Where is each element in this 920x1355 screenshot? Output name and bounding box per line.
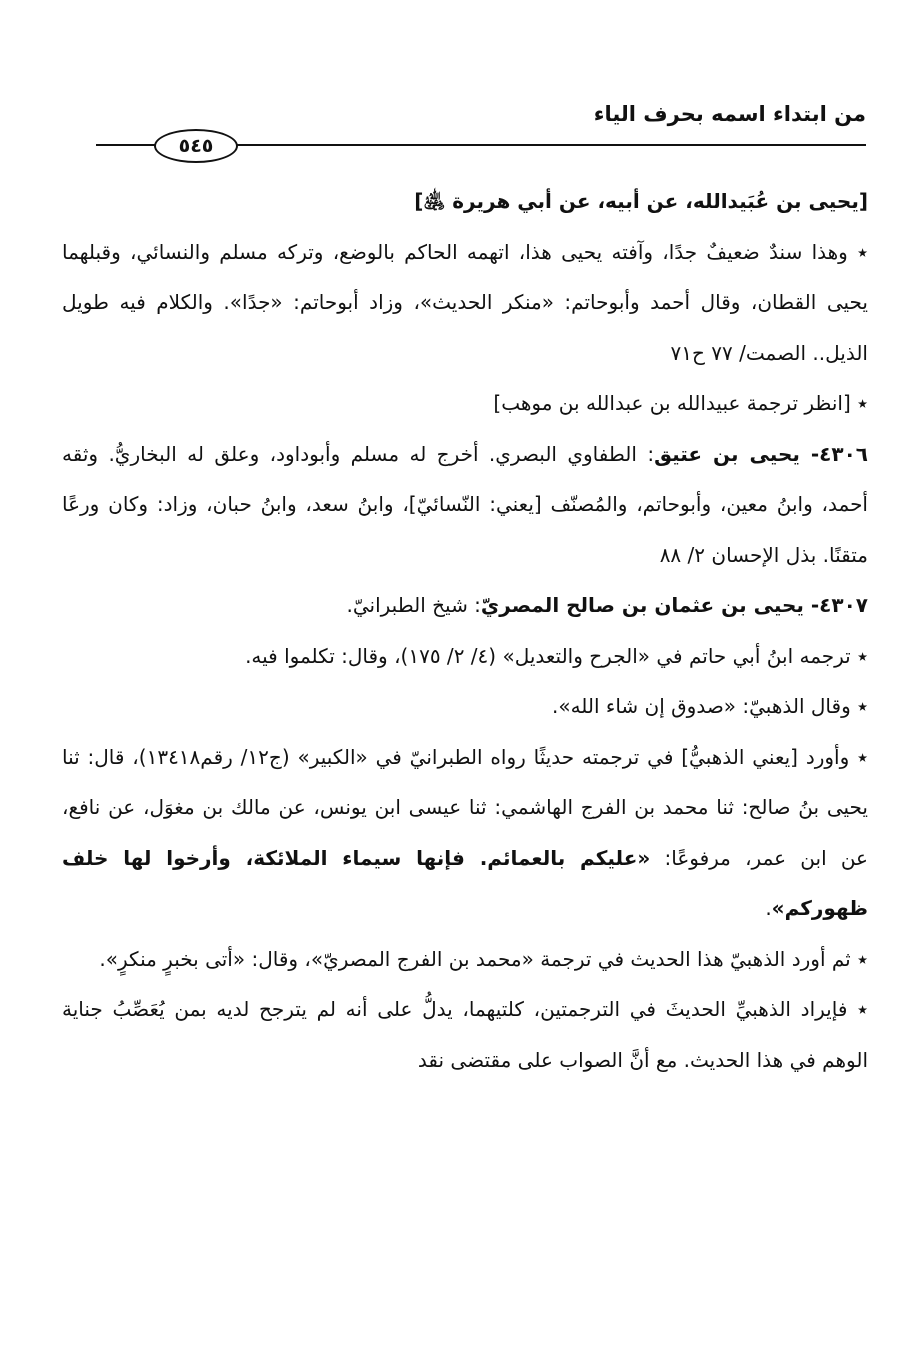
page-header [96, 102, 866, 157]
entry-number: ٤٣٠٧- [803, 593, 868, 617]
narrator-name: يحيى بن عثمان بن صالح المصريّ [480, 593, 804, 617]
running-title: من ابتداء اسمه بحرف الياء [593, 102, 866, 126]
entry-number: ٤٣٠٦- [799, 441, 868, 466]
paragraph-commentary: ٭ فإيراد الذهبيِّ الحديثَ في الترجمتين، كلتيهما، يدلُّ على أنه لم يترجح لديه بمن يُعَصِّبُ جناية الوهم في هذا الحديث. مع أنَّ الصواب على مقتضى نقد [62, 997, 868, 1072]
hadith-quote: «عليكم بالعمائم. فإنها سيماء الملائكة، وأرخوا لها خلف ظهوركم» [62, 845, 868, 920]
paragraph-text: ٭ وأورد [يعني الذهبيُّ] في ترجمته حديثًا رواه الطبرانيّ في «الكبير» (ج١٢/ رقم١٣٤١٨)، قال: ثنا يحيى بنُ صالح: ثنا محمد بن الفرج الهاشمي: ثنا عيسى ابن يونس، عن مالك بن مغوَل، عن نافع، عن ابن عمر، مرفوعًا: [62, 744, 868, 870]
paragraph-commentary: ٭ ثم أورد الذهبيّ هذا الحديث في ترجمة «محمد بن الفرج المصريّ»، وقال: «أتى بخبرٍ منكرٍ». [99, 946, 868, 971]
narrator-name: يحيى بن عتيق [654, 441, 800, 466]
entry-text: : شيخ الطبرانيّ. [346, 593, 481, 617]
section-heading: [يحيى بن عُبَيدالله، عن أبيه، عن أبي هريرة ﵁] [414, 189, 868, 213]
paragraph-hadith [62, 732, 868, 934]
paragraph-commentary: ٭ وقال الذهبيّ: «صدوق إن شاء الله». [551, 694, 868, 718]
entry-text: : الطفاوي البصري. أخرج له مسلم وأبوداود، وعلق له البخاريُّ. وثقه أحمد، وابنُ معين، وأبوحاتم، والمُصنّف [يعني: النّسائيّ]، وابنُ سعد، وابنُ حبان، وزاد: وكان ورعًا متقنًا. بذل الإحسان ٢/ ٨٨ [62, 441, 868, 567]
paragraph-commentary: ٭ ترجمه ابنُ أبي حاتم في «الجرح والتعديل» (٤/ ٢/ ١٧٥)، وقال: تكلموا فيه. [245, 643, 868, 668]
paragraph-end: . [765, 896, 772, 920]
paragraph-cross-reference: ٭ [انظر ترجمة عبيدالله بن عبدالله بن موهب] [493, 391, 868, 415]
entry-4307 [62, 580, 868, 631]
paragraph-commentary: ٭ وهذا سندٌ ضعيفٌ جدًا، وآفته يحيى هذا، اتهمه الحاكم بالوضع، وتركه مسلم والنسائي، وقبلهما يحيى القطان، وقال أحمد وأبوحاتم: «منكر الحديث»، وزاد أبوحاتم: «جدًا». والكلام فيه طويل الذيل.. الصمت/ ٧٧ ح٧١ [62, 239, 868, 365]
page-body [62, 176, 868, 1346]
entry-4306 [62, 429, 868, 581]
page-number: ٥٤٥ [154, 129, 238, 163]
